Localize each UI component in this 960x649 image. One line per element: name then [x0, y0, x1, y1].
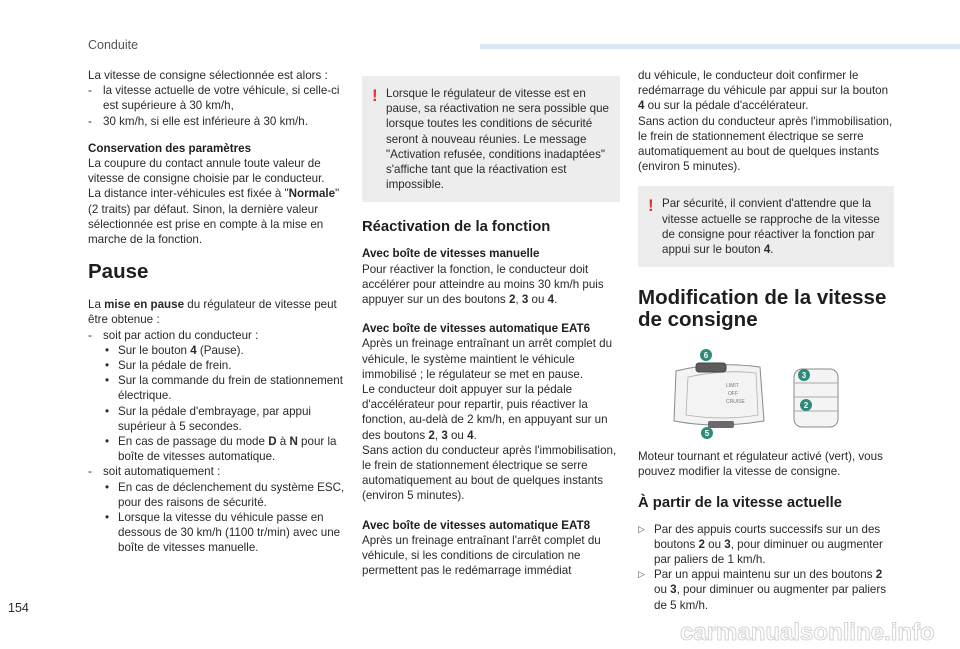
column-middle	[362, 76, 620, 578]
speed-setting-block	[88, 68, 350, 129]
paragraph: Après un freinage entraînant un arrêt complet du véhicule, le système maintient le véhicule immobilisé ; le régulateur se met en pause.	[362, 337, 613, 381]
current-speed-heading: À partir de la vitesse actuelle	[638, 494, 842, 511]
paragraph: Pour réactiver la fonction, le conducteur doit accélérer pour atteindre au moins 30 km/h puis appuyer sur un des boutons 2, 3 ou 4.	[362, 262, 604, 307]
cruise-control-stalk-figure	[656, 349, 856, 441]
warning-text: Par sécurité, il convient d'attendre que la vitesse actuelle se rapproche de la vitesse de consigne pour réactiver la fonction par appui sur le bouton 4.	[662, 197, 880, 257]
column-left	[88, 68, 350, 556]
figure-caption: Moteur tournant et régulateur activé (vert), vous pouvez modifier la vitesse de consigne.	[638, 450, 883, 479]
dash-item: - soit par action du conducteur :	[88, 328, 350, 343]
paragraph: La mise en pause du régulateur de vitesse peut être obtenue :	[88, 298, 337, 327]
bullet-item: • Sur la commande du frein de stationnement électrique.	[88, 373, 350, 403]
warning-icon: !	[372, 86, 378, 105]
bullet-item: • Sur la pédale de frein.	[88, 358, 350, 373]
dash-item: - soit automatiquement :	[88, 464, 350, 479]
manual-gearbox-block	[362, 246, 620, 307]
eat8-block	[362, 518, 620, 579]
paragraph: La coupure du contact annule toute valeur de vitesse de consigne choisie par le conducteur.	[88, 157, 325, 186]
svg-text:5: 5	[704, 429, 710, 439]
bullet-item: • Sur la pédale d'embrayage, par appui supérieur à 5 secondes.	[88, 404, 350, 434]
subheading: Avec boîte de vitesses automatique EAT8	[362, 518, 591, 532]
continuation-block	[638, 68, 894, 174]
warning-box	[362, 76, 620, 202]
warning-text: Lorsque le régulateur de vitesse est en pause, sa réactivation ne sera possible que lorsque toutes les conditions de sécurité seront à nouveau réunies. Le message "Activation refusée, conditions inadaptées" s'affiche tant que la réactivation est impossible.	[386, 87, 609, 192]
paragraph: Après un freinage entraînant l'arrêt complet du véhicule, si les conditions de circulation ne permettent pas le redémarrage immédiat	[362, 533, 601, 578]
pause-heading: Pause	[88, 260, 149, 284]
paragraph: La distance inter-véhicules est fixée à "Normale" (2 traits) par défaut. Sinon, la dernière valeur sélectionnée est prise en compte à la mise en marche de la fonction.	[88, 187, 340, 247]
arrow-icon: ▷	[638, 523, 645, 534]
dash-item: - la vitesse actuelle de votre véhicule, si celle-ci est supérieure à 30 km/h,	[88, 83, 350, 113]
arrow-item: ▷ Par des appuis courts successifs sur un des boutons 2 ou 3, pour diminuer ou augmenter par paliers de 1 km/h.	[638, 522, 883, 567]
bullet-item: • Sur le bouton 4 (Pause).	[88, 343, 350, 358]
subheading: Conservation des paramètres	[88, 141, 252, 155]
bullet-item: • Lorsque la vitesse du véhicule passe en dessous de 30 km/h (1100 tr/min) avec une boîte de vitesses manuelle.	[88, 510, 350, 556]
page-number: 154	[8, 601, 29, 615]
paragraph: Sans action du conducteur après l'immobilisation, le frein de stationnement électrique se serre automatiquement au bout de quelques instants (environ 5 minutes).	[638, 114, 893, 174]
header-bar	[480, 44, 960, 49]
reactivation-heading: Réactivation de la fonction	[362, 219, 551, 236]
section-title: Conduite	[88, 38, 139, 52]
marker-2	[800, 399, 812, 411]
paragraph: du véhicule, le conducteur doit confirmer le redémarrage du véhicule par appui sur la bouton 4 ou sur la pédale d'accélérateur.	[638, 69, 889, 113]
cruise-label: CRUISE	[726, 399, 745, 406]
arrow-icon: ▷	[638, 569, 645, 580]
watermark-text: carmanualsonline.info	[680, 619, 935, 646]
bullet-item: • En cas de passage du mode D à N pour la boîte de vitesses automatique.	[88, 434, 350, 464]
off-label: OFF	[728, 391, 738, 398]
limit-label: LIMIT	[726, 383, 739, 390]
site-watermark	[680, 618, 950, 646]
paragraph: Le conducteur doit appuyer sur la pédale d'accélérateur pour repartir, puis réactiver la fonction, au-delà de 2 km/h, en appuyant sur un des boutons 2, 3 ou 4.	[362, 383, 608, 442]
arrow-item: ▷ Par un appui maintenu sur un des boutons 2 ou 3, pour diminuer ou augmenter par paliers de 5 km/h.	[638, 568, 887, 612]
eat6-block	[362, 321, 620, 503]
marker-3	[798, 369, 810, 381]
stalk-illustration	[656, 349, 856, 441]
warning-icon: !	[648, 196, 654, 216]
svg-text:6: 6	[703, 351, 709, 361]
conservation-block	[88, 141, 350, 247]
marker-5	[701, 427, 713, 439]
column-right	[638, 68, 894, 613]
svg-text:3: 3	[801, 371, 807, 381]
warning-box	[638, 186, 894, 267]
dash-item: - 30 km/h, si elle est inférieure à 30 km/h.	[88, 114, 350, 129]
svg-text:2: 2	[803, 401, 809, 411]
paragraph: Sans action du conducteur après l'immobilisation, le frein de stationnement électrique se serre automatiquement au bout de quelques instants (environ 5 minutes).	[362, 443, 617, 503]
pause-block	[88, 297, 350, 555]
page-header	[0, 0, 960, 52]
intro-text: La vitesse de consigne sélectionnée est alors :	[88, 69, 328, 82]
subheading: Avec boîte de vitesses manuelle	[362, 247, 540, 261]
marker-6	[700, 349, 712, 361]
subheading: Avec boîte de vitesses automatique EAT6	[362, 322, 591, 336]
bullet-item: • En cas de déclenchement du système ESC, pour des raisons de sécurité.	[88, 480, 350, 510]
modification-heading: Modification de la vitesse de consigne	[638, 286, 887, 332]
